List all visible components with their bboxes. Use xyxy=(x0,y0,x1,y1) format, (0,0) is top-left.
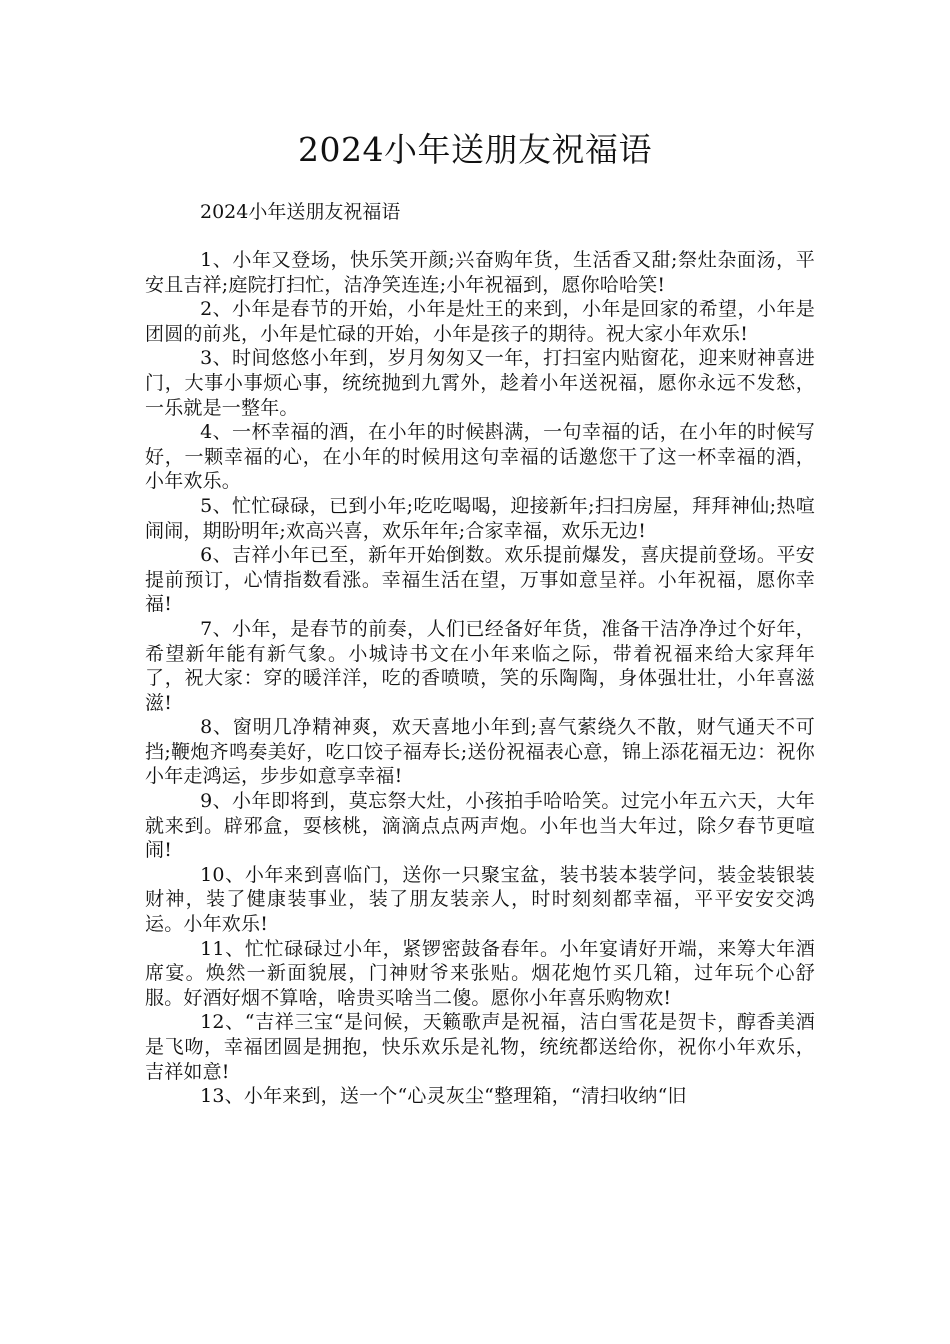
page-title: 2024小年送朋友祝福语 xyxy=(298,130,652,169)
paragraph-4: 4、一杯幸福的酒，在小年的时候斟满，一句幸福的话，在小年的时候写好，一颗幸福的心，在小年的时候用这句幸福的话邀您干了这一杯幸福的酒，小年欢乐。 xyxy=(145,421,815,493)
paragraph-9: 9、小年即将到，莫忘祭大灶，小孩拍手哈哈笑。过完小年五六天，大年就来到。辟邪盒，耍核桃，滴滴点点两声炮。小年也当大年过，除夕春节更喧闹! xyxy=(145,790,815,862)
paragraph-12: 12、“吉祥三宝“是问候，天籁歌声是祝福，洁白雪花是贺卡，醇香美酒是飞吻，幸福团圆是拥抱，快乐欢乐是礼物，统统都送给你，祝你小年欢乐，吉祥如意! xyxy=(145,1011,815,1083)
paragraph-8: 8、窗明几净精神爽，欢天喜地小年到;喜气萦绕久不散，财气通天不可挡;鞭炮齐鸣奏美好，吃口饺子福寿长;送份祝福表心意，锦上添花福无边：祝你小年走鸿运，步步如意享幸福! xyxy=(145,716,815,788)
paragraph-11: 11、忙忙碌碌过小年，紧锣密鼓备春年。小年宴请好开端，来筹大年酒席宴。焕然一新面貌展，门神财爷来张贴。烟花炮竹买几箱，过年玩个心舒服。好酒好烟不算啥，啥贵买啥当二傻。愿你小年喜乐购物欢! xyxy=(145,937,815,1009)
paragraph-2: 2、小年是春节的开始，小年是灶王的来到，小年是回家的希望，小年是团圆的前兆，小年是忙碌的开始，小年是孩子的期待。祝大家小年欢乐! xyxy=(145,298,815,345)
paragraph-13: 13、小年来到，送一个“心灵灰尘“整理箱，“清扫收纳“旧 xyxy=(200,1085,687,1108)
paragraph-5: 5、忙忙碌碌，已到小年;吃吃喝喝，迎接新年;扫扫房屋，拜拜神仙;热喧闹闹，期盼明年;欢高兴喜，欢乐年年;合家幸福，欢乐无边! xyxy=(145,494,815,542)
paragraph-6: 6、吉祥小年已至，新年开始倒数。欢乐提前爆发，喜庆提前登场。平安提前预订，心情指数看涨。幸福生活在望，万事如意呈祥。小年祝福，愿你幸福! xyxy=(145,544,815,616)
paragraph-3: 3、时间悠悠小年到，岁月匆匆又一年，打扫室内贴窗花，迎来财神喜进门，大事小事烦心事，统统抛到九霄外，趁着小年送祝福，愿你永远不发愁，一乐就是一整年。 xyxy=(145,347,815,419)
document-subtitle: 2024小年送朋友祝福语 xyxy=(200,201,401,223)
document-body xyxy=(145,248,815,1109)
paragraph-1: 1、小年又登场，快乐笑开颜;兴奋购年货，生活香又甜;祭灶杂面汤，平安且吉祥;庭院打扫忙，洁净笑连连;小年祝福到，愿你哈哈笑! xyxy=(145,249,815,296)
paragraph-7: 7、小年，是春节的前奏，人们已经备好年货，准备干洁净净过个好年，希望新年能有新气象。小城诗书文在小年来临之际，带着祝福来给大家拜年了，祝大家：穿的暖洋洋，吃的香喷喷，笑的乐陶陶，身体强壮壮，小年喜滋滋! xyxy=(145,617,815,714)
paragraph-10: 10、小年来到喜临门，送你一只聚宝盆，装书装本装学问，装金装银装财神，装了健康装事业，装了朋友装亲人，时时刻刻都幸福，平平安安交鸿运。小年欢乐! xyxy=(145,863,815,936)
